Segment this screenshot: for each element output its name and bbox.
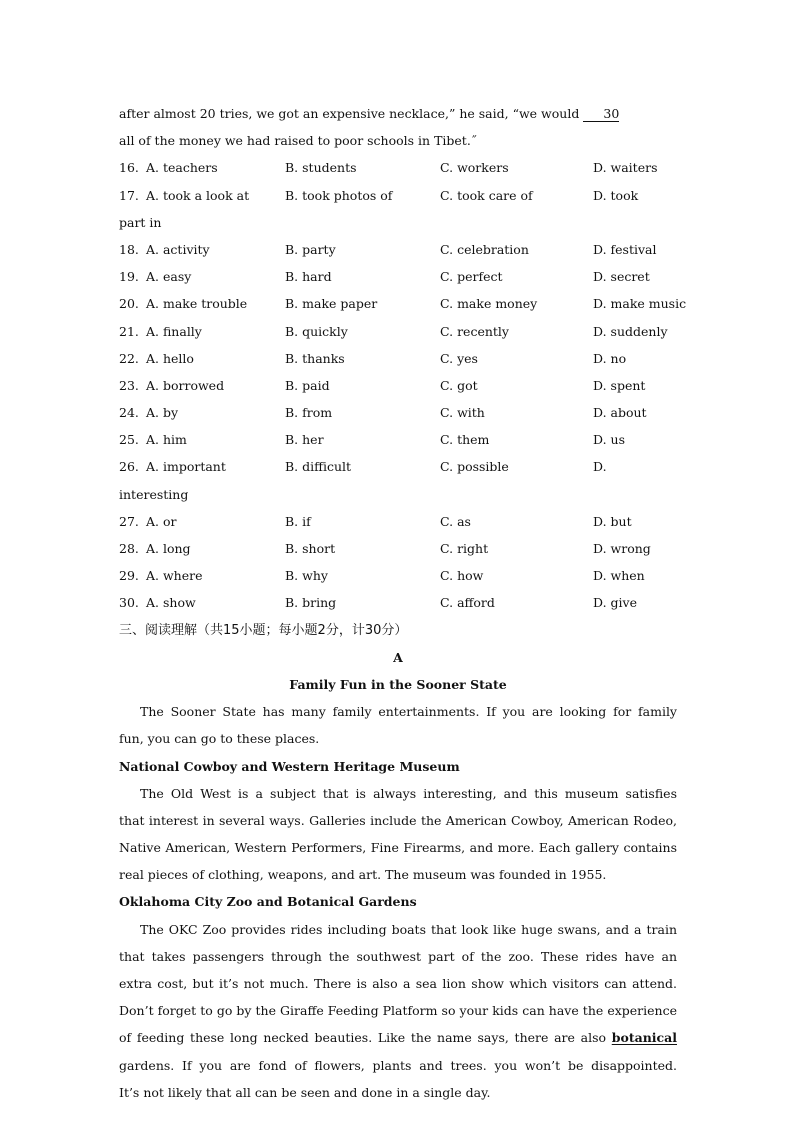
answer-option: D. when — [593, 568, 645, 584]
zoo-line: gardens. If you are fond of flowers, plants and trees. you won’t be disappointed. — [119, 1057, 677, 1073]
answer-option: A. activity — [146, 241, 210, 257]
zoo-line — [119, 1024, 677, 1051]
underlined-word: botanical — [611, 1030, 677, 1046]
answer-option: B. bring — [285, 595, 337, 611]
answer-option: A. by — [146, 405, 179, 421]
answer-option: D. us — [593, 432, 625, 448]
answer-option: A. easy — [146, 269, 192, 285]
answer-option: B. difficult — [285, 459, 352, 475]
question-row — [119, 535, 677, 562]
question-row — [119, 345, 677, 372]
answer-option: A. teachers — [146, 160, 218, 176]
passage-line: all of the money we had raised to poor schools in Tibet.˝ — [119, 133, 478, 149]
option-continuation: interesting — [119, 486, 189, 502]
answer-option: B. her — [285, 432, 324, 448]
answer-option: B. make paper — [285, 296, 378, 312]
question-number: 17. — [119, 187, 139, 203]
museum-line: Native American, Western Performers, Fine Firearms, and more. Each gallery contains — [119, 840, 677, 856]
answer-option: D. — [593, 459, 607, 475]
answer-option: D. but — [593, 513, 632, 529]
answer-option: C. them — [440, 432, 490, 448]
question-number: 21. — [119, 323, 139, 339]
answer-option: D. festival — [593, 241, 657, 257]
museum-heading: National Cowboy and Western Heritage Museum — [119, 758, 460, 774]
answer-option: D. spent — [593, 377, 646, 393]
answer-option: B. hard — [285, 269, 332, 285]
answer-option: D. wrong — [593, 541, 651, 556]
answer-option: D. give — [593, 595, 637, 611]
question-number: 20. — [119, 296, 139, 312]
answer-option: C. make money — [440, 296, 538, 312]
answer-option: A. him — [146, 432, 187, 448]
answer-option: D. suddenly — [593, 323, 668, 339]
answer-option: C. how — [440, 568, 484, 584]
question-row — [119, 453, 677, 480]
answer-option: A. hello — [146, 350, 194, 366]
answer-option: A. make trouble — [146, 296, 248, 312]
zoo-line: Don’t forget to go by the Giraffe Feeding Platform so your kids can have the experience — [119, 1003, 677, 1019]
answer-option: D. waiters — [593, 160, 658, 176]
zoo-line: extra cost, but it’s not much. There is also a sea lion show which visitors can attend. — [119, 976, 677, 991]
zoo-line-text: of feeding these long necked beauties. Like the name says, there are also — [119, 1030, 607, 1046]
answer-option: A. show — [146, 595, 196, 611]
section-heading: 三、阅读理解（共15小题；每小题2分，计30分） — [119, 622, 408, 638]
passage-letter: A — [393, 649, 403, 665]
zoo-line: that takes passengers through the southwest part of the zoo. These rides have an — [119, 948, 677, 964]
answer-option: A. or — [146, 513, 177, 529]
question-row — [119, 263, 677, 290]
document-page — [119, 100, 687, 1106]
answer-option: B. short — [285, 541, 336, 556]
question-number: 25. — [119, 432, 139, 448]
zoo-line: It’s not likely that all can be seen and done in a single day. — [119, 1084, 491, 1100]
answer-option: D. took — [593, 187, 639, 203]
question-number: 27. — [119, 513, 139, 529]
question-number: 24. — [119, 405, 139, 421]
answer-option: C. recently — [440, 323, 509, 339]
passage-line — [119, 100, 677, 127]
answer-option: C. possible — [440, 459, 509, 475]
question-row — [119, 182, 677, 209]
answer-option: C. workers — [440, 160, 509, 176]
answer-option: B. quickly — [285, 323, 348, 339]
answer-option: C. afford — [440, 595, 495, 611]
passage-text: after almost 20 tries, we got an expensive necklace,” he said, “we would — [119, 106, 580, 121]
zoo-heading: Oklahoma City Zoo and Botanical Gardens — [119, 894, 417, 910]
answer-option: A. long — [146, 541, 191, 556]
passage-title: Family Fun in the Sooner State — [289, 676, 507, 692]
answer-option: A. took a look at — [146, 187, 250, 203]
question-row — [119, 508, 677, 535]
museum-line: real pieces of clothing, weapons, and art. The museum was founded in 1955. — [119, 867, 607, 883]
question-number: 28. — [119, 541, 139, 556]
museum-line: that interest in several ways. Galleries include the American Cowboy, American Rodeo, — [119, 812, 677, 828]
answer-option: B. paid — [285, 377, 330, 393]
answer-option: C. took care of — [440, 187, 533, 203]
question-number: 29. — [119, 568, 139, 584]
answer-option: B. why — [285, 568, 328, 584]
question-number: 30. — [119, 595, 139, 611]
answer-option: C. with — [440, 405, 485, 421]
question-row — [119, 426, 677, 453]
answer-option: B. students — [285, 160, 357, 176]
answer-option: B. thanks — [285, 350, 345, 366]
answer-option: B. if — [285, 513, 311, 529]
answer-option: B. took photos of — [285, 187, 393, 203]
question-row — [119, 372, 677, 399]
question-number: 22. — [119, 350, 139, 366]
answer-option: C. right — [440, 541, 489, 556]
option-continuation: part in — [119, 214, 162, 230]
zoo-line: The OKC Zoo provides rides including boats that look like huge swans, and a train — [140, 921, 677, 937]
question-row — [119, 589, 677, 616]
question-row — [119, 154, 677, 181]
answer-option: B. from — [285, 405, 333, 421]
answer-option: B. party — [285, 241, 336, 257]
answer-option: D. make music — [593, 296, 687, 312]
answer-option: A. important — [146, 459, 226, 475]
answer-option: D. about — [593, 405, 647, 421]
answer-option: C. as — [440, 513, 471, 529]
answer-option: C. celebration — [440, 241, 529, 257]
answer-option: C. perfect — [440, 269, 503, 285]
museum-line: The Old West is a subject that is always interesting, and this museum satisfies — [140, 785, 677, 801]
question-number: 16. — [119, 160, 139, 176]
question-number: 26. — [119, 459, 139, 475]
answer-option: C. got — [440, 377, 478, 393]
answer-option: C. yes — [440, 350, 478, 366]
answer-option: D. secret — [593, 269, 650, 285]
question-row — [119, 290, 687, 317]
intro-line: fun, you can go to these places. — [119, 731, 320, 747]
question-row — [119, 236, 677, 263]
question-number: 18. — [119, 241, 139, 257]
question-row — [119, 562, 677, 589]
question-number: 23. — [119, 377, 139, 393]
question-row — [119, 399, 677, 426]
question-list — [119, 154, 687, 616]
answer-option: A. finally — [146, 323, 202, 339]
answer-option: A. borrowed — [146, 377, 225, 393]
answer-option: A. where — [146, 568, 203, 584]
answer-blank: 30 — [583, 107, 619, 122]
question-number: 19. — [119, 269, 139, 285]
answer-option: D. no — [593, 350, 627, 366]
question-row — [119, 318, 677, 345]
intro-line: The Sooner State has many family entertainments. If you are looking for family — [140, 704, 677, 720]
